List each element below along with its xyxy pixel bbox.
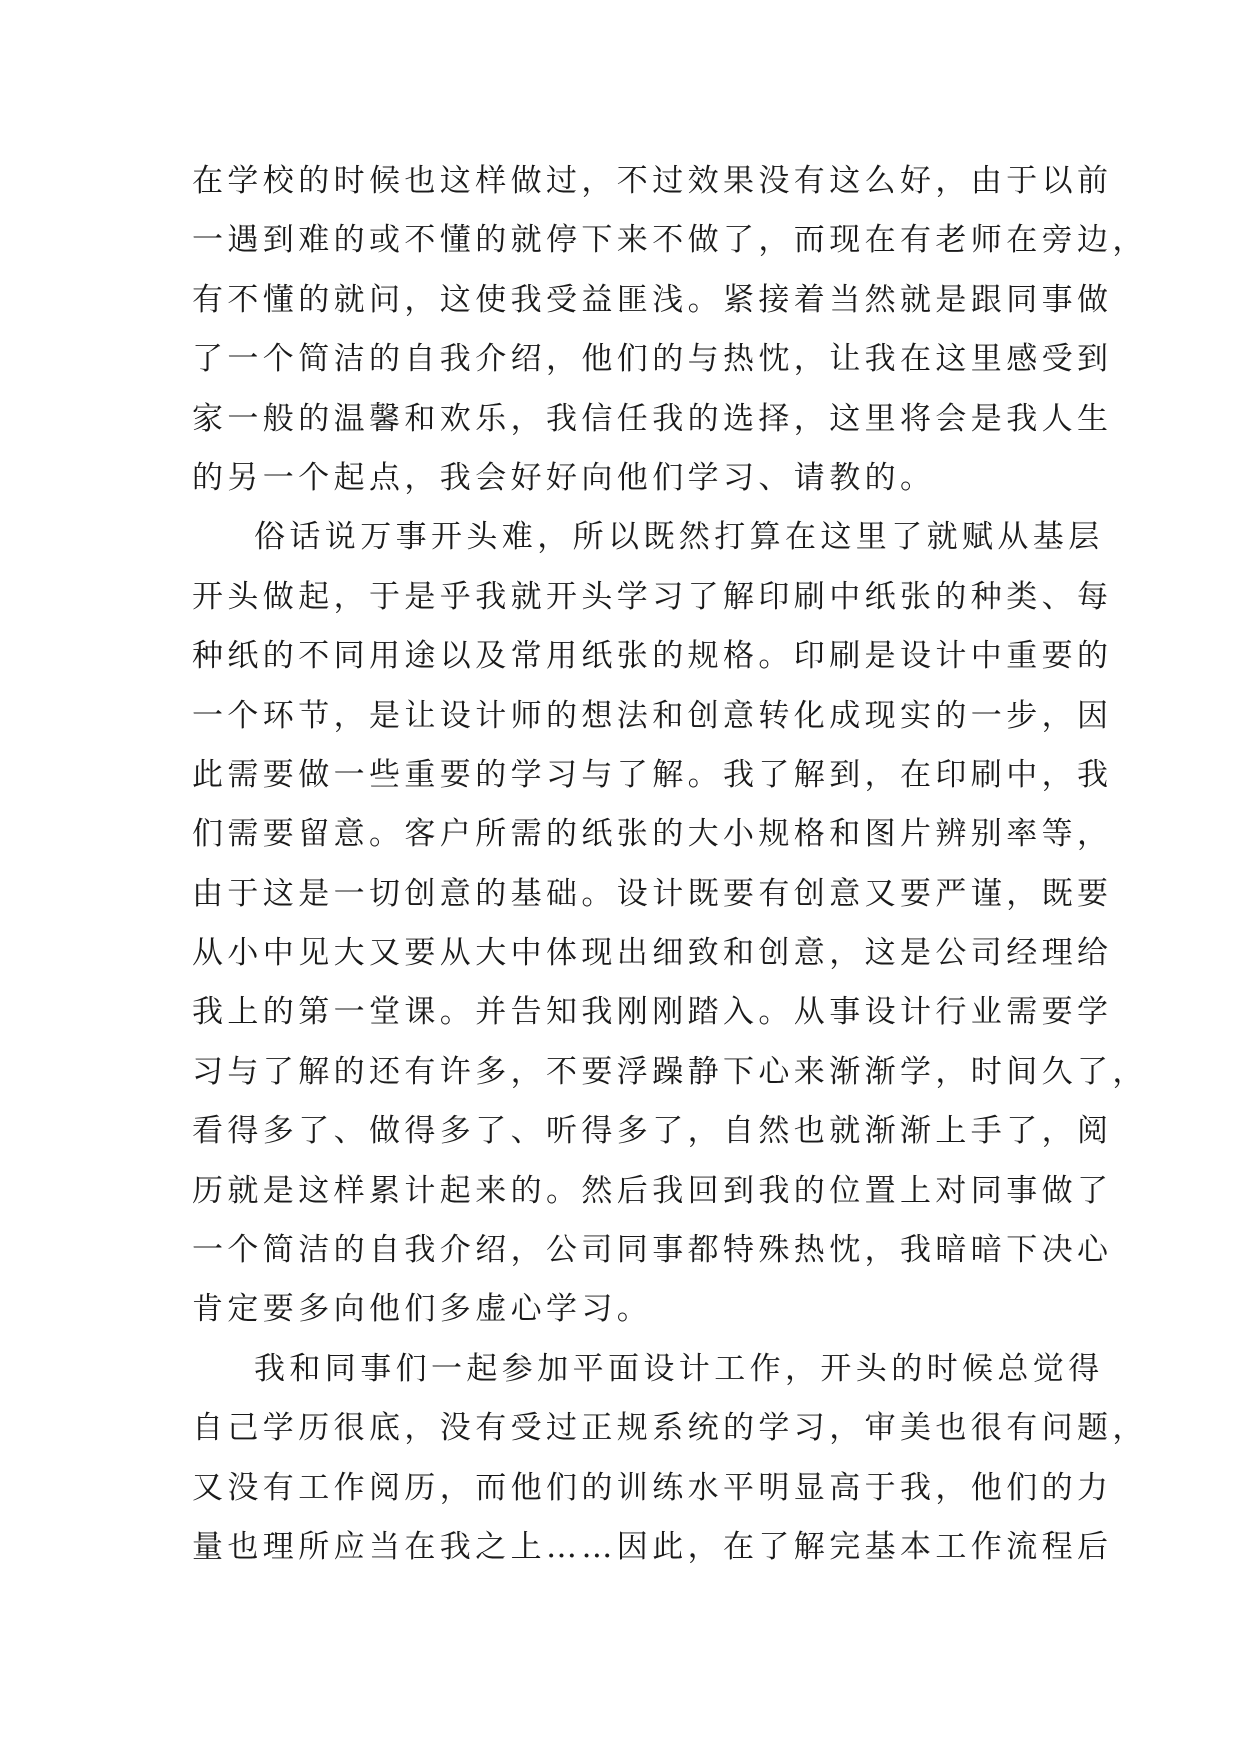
text-line: 一遇到难的或不懂的就停下来不做了，而现在有老师在旁边， — [192, 222, 1148, 259]
text-line: 开头做起，于是乎我就开头学习了解印刷中纸张的种类、每 — [192, 578, 1113, 615]
text-line: 我上的第一堂课。并告知我刚刚踏入。从事设计行业需要学 — [192, 994, 1113, 1031]
text-line: 从小中见大又要从大中体现出细致和创意，这是公司经理给 — [192, 935, 1113, 972]
text-line: 一个简洁的自我介绍，公司同事都特殊热忱，我暗暗下决心 — [192, 1232, 1113, 1269]
text-line: 有不懂的就问，这使我受益匪浅。紧接着当然就是跟同事做 — [192, 281, 1113, 318]
text-line: 又没有工作阅历，而他们的训练水平明显高于我，他们的力 — [192, 1469, 1113, 1506]
text-line: 们需要留意。客户所需的纸张的大小规格和图片辨别率等， — [192, 816, 1113, 853]
body-text — [192, 152, 1148, 1577]
paragraph-first-line: 我和同事们一起参加平面设计工作，开头的时候总觉得 — [254, 1350, 1104, 1387]
text-line: 的另一个起点，我会好好向他们学习、请教的。 — [192, 459, 936, 496]
text-line: 看得多了、做得多了、听得多了，自然也就渐渐上手了，阅 — [192, 1113, 1113, 1150]
text-line: 种纸的不同用途以及常用纸张的规格。印刷是设计中重要的 — [192, 638, 1113, 675]
text-line: 了一个简洁的自我介绍，他们的与热忱，让我在这里感受到 — [192, 341, 1113, 378]
text-line: 历就是这样累计起来的。然后我回到我的位置上对同事做了 — [192, 1172, 1113, 1209]
text-line: 家一般的温馨和欢乐，我信任我的选择，这里将会是我人生 — [192, 400, 1113, 437]
text-line: 习与了解的还有许多，不要浮躁静下心来渐渐学，时间久了， — [192, 1053, 1148, 1090]
text-line: 自己学历很底，没有受过正规系统的学习，审美也很有问题， — [192, 1410, 1148, 1447]
text-line: 在学校的时候也这样做过，不过效果没有这么好，由于以前 — [192, 163, 1113, 199]
text-line: 量也理所应当在我之上……因此，在了解完基本工作流程后 — [192, 1528, 1113, 1565]
paragraph-first-line: 俗话说万事开头难，所以既然打算在这里了就赋从基层 — [254, 519, 1104, 556]
text-line: 肯定要多向他们多虚心学习。 — [192, 1291, 653, 1328]
text-line: 此需要做一些重要的学习与了解。我了解到，在印刷中，我 — [192, 756, 1113, 793]
text-line: 由于这是一切创意的基础。设计既要有创意又要严谨，既要 — [192, 875, 1113, 912]
text-line: 一个环节，是让设计师的想法和创意转化成现实的一步，因 — [192, 697, 1113, 734]
